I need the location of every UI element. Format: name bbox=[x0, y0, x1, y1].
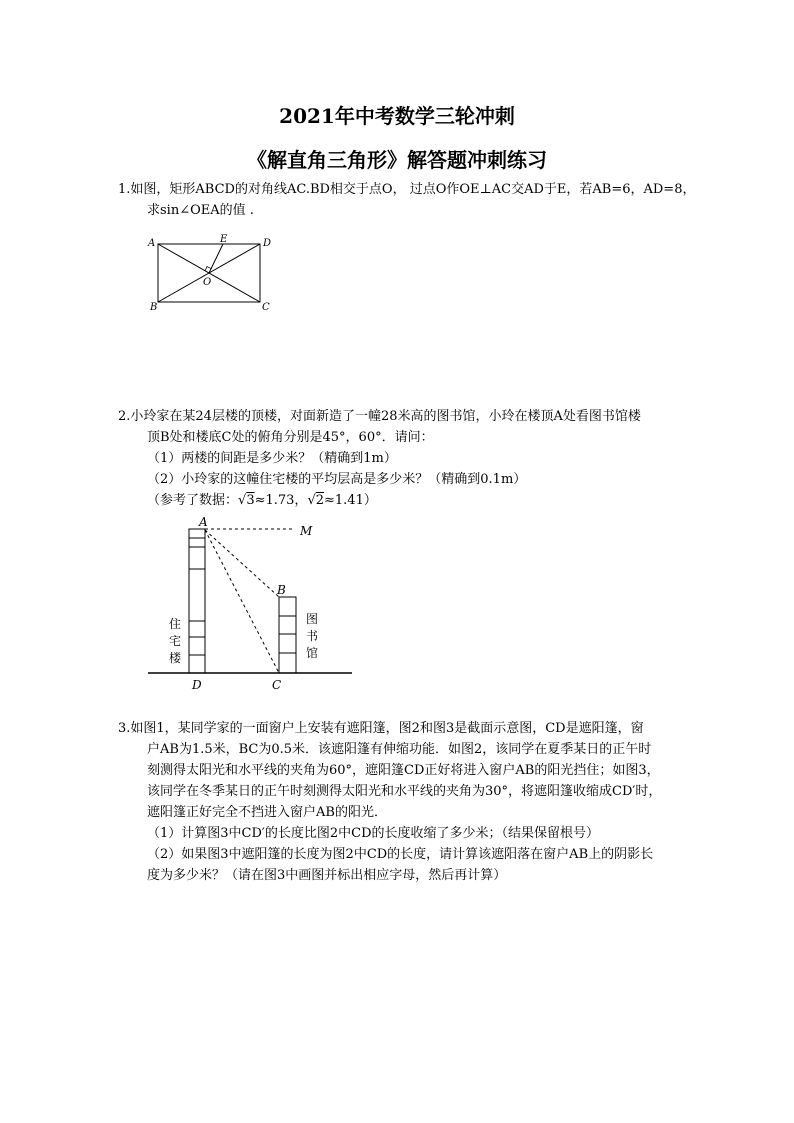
q2-sub-1: （1）两楼的间距是多少米？（精确到1m） bbox=[147, 451, 397, 466]
q2-reference bbox=[147, 491, 377, 511]
label-d: D bbox=[263, 238, 272, 249]
q2-text-line-1: 2.小玲家在某24层楼的顶楼，对面新造了一幢28米高的图书馆，小玲在楼顶A处看图书馆楼 bbox=[118, 409, 641, 424]
title-line-1: 2021年中考数学三轮冲刺 bbox=[279, 104, 515, 128]
q3-sub-2b: 度为多少米？（请在图3中画图并标出相应字母，然后再计算） bbox=[147, 868, 507, 883]
title-line-2: 《解直角三角形》解答题冲刺练习 bbox=[247, 148, 547, 172]
library-char-2: 书 bbox=[306, 629, 319, 643]
q2-ref-suffix: ≈1.41） bbox=[324, 493, 377, 508]
q1-text-line-2: 求sin∠OEA的值 . bbox=[147, 203, 254, 218]
sightline-ac bbox=[205, 530, 279, 673]
residential-char-3: 楼 bbox=[169, 651, 182, 665]
library-char-3: 馆 bbox=[306, 646, 319, 660]
q2-text-line-2: 顶B处和楼底C处的俯角分别是45°，60°．请问： bbox=[147, 430, 434, 445]
label-c: C bbox=[262, 302, 270, 313]
q3-text-line-5: 遮阳篷正好完全不挡进入窗户AB的阳光． bbox=[147, 805, 387, 820]
q3-text-line-1: 3.如图1，某同学家的一面窗户上安装有遮阳篷，图2和图3是截面示意图，CD是遮阳篷，窗 bbox=[118, 721, 644, 736]
q3-text-line-2: 户AB为1.5米，BC为0.5米．该遮阳篷有伸缩功能．如图2，该同学在夏季某日的正午时 bbox=[147, 742, 652, 757]
residential-char-1: 住 bbox=[169, 617, 182, 631]
label-b: B bbox=[277, 583, 286, 597]
q3-sub-1: （1）计算图3中CD′的长度比图2中CD的长度收缩了多少米；（结果保留根号） bbox=[147, 826, 600, 841]
q2-figure bbox=[140, 514, 365, 694]
residential-floors bbox=[189, 538, 205, 655]
residential-char-2: 宅 bbox=[169, 634, 182, 648]
q2-sqrt2: 2 bbox=[315, 493, 325, 508]
label-b: B bbox=[150, 302, 158, 313]
sqrt-sign: √ bbox=[307, 493, 316, 508]
q3-sub-2a: （2）如果图3中遮阳篷的长度为图2中CD的长度，请计算该遮阳落在窗户AB上的阴影长 bbox=[147, 847, 654, 862]
q3-text-line-3: 刻测得太阳光和水平线的夹角为60°，遮阳篷CD正好将进入窗户AB的阳光挡住；如图3， bbox=[147, 763, 660, 778]
label-a: A bbox=[148, 238, 156, 249]
label-m: M bbox=[300, 524, 313, 538]
label-o: O bbox=[203, 277, 212, 288]
q1-figure bbox=[140, 232, 280, 316]
label-c: C bbox=[272, 678, 282, 692]
q2-sub-2: （2）小玲家的这幢住宅楼的平均层高是多少米？（精确到0.1m） bbox=[147, 472, 527, 487]
label-d: D bbox=[192, 678, 202, 692]
label-e: E bbox=[220, 234, 228, 245]
residential-building bbox=[189, 529, 205, 673]
library-building bbox=[279, 597, 296, 673]
q1-text-line-1: 1.如图，矩形ABCD的对角线AC.BD相交于点O， 过点O作OE⊥AC交AD于E，若AB=6，AD=8， bbox=[118, 182, 696, 197]
q2-ref-mid: ≈1.73， bbox=[254, 493, 308, 508]
sqrt-sign: √ bbox=[238, 493, 247, 508]
q2-sqrt3: 3 bbox=[246, 493, 255, 508]
q3-text-line-4: 该同学在冬季某日的正午时刻测得太阳光和水平线的夹角为30°，将遮阳篷收缩成CD′时， bbox=[147, 784, 662, 799]
q2-ref-prefix: （参考了数据： bbox=[147, 493, 239, 508]
sightline-ab bbox=[205, 530, 279, 597]
library-char-1: 图 bbox=[306, 612, 319, 626]
label-a: A bbox=[199, 515, 208, 529]
library-floors bbox=[279, 616, 296, 653]
